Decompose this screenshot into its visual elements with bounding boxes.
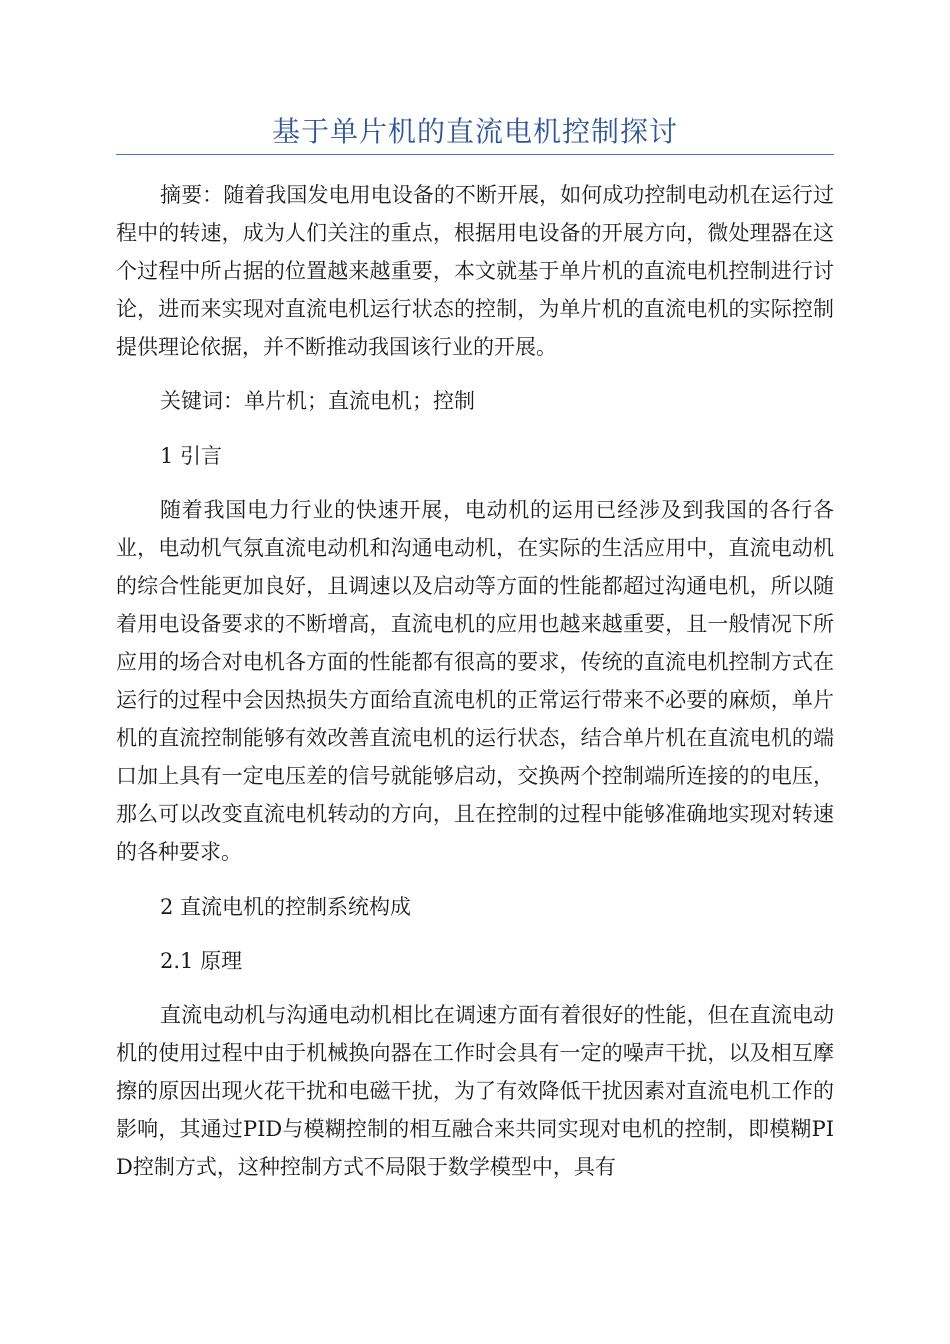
title-underline (116, 154, 834, 155)
document-title: 基于单片机的直流电机控制探讨 (271, 115, 678, 148)
subsection-heading-principle: 2.1 原理 (160, 949, 243, 973)
introduction-paragraph: 随着我国电力行业的快速开展，电动机的运用已经涉及到我国的各行各业，电动机气氛直流电动机和沟通电动机，在实际的生活应用中，直流电动机的综合性能更加良好，且调速以及启动等方面的性能都超过沟通电机，所以随着用电设备要求的不断增高，直流电机的应用也越来越重要，且一般情况下所应用的场合对电机各方面的性能都有很高的要求，传统的直流电机控制方式在运行的过程中会因热损失方面给直流电机的正常运行带来不必要的麻烦，单片机的直流控制能够有效改善直流电机的运行状态，结合单片机在直流电机的端口加上具有一定电压差的信号就能够启动，交换两个控制端所连接的的电压，那么可以改变直流电机转动的方向，且在控制的过程中能够准确地实现对转速的各种要求。 (116, 498, 834, 864)
principle-paragraph: 直流电动机与沟通电动机相比在调速方面有着很好的性能，但在直流电动机的使用过程中由于机械换向器在工作时会具有一定的噪声干扰，以及相互摩擦的原因出现火花干扰和电磁干扰，为了有效降低干扰因素对直流电机工作的影响，其通过PID与模糊控制的相互融合来共同实现对电机的控制，即模糊PID控制方式，这种控制方式不局限于数学模型中，具有 (116, 1003, 834, 1179)
abstract-paragraph: 摘要：随着我国发电用电设备的不断开展，如何成功控制电动机在运行过程中的转速，成为人们关注的重点，根据用电设备的开展方向，微处理器在这个过程中所占据的位置越来越重要，本文就基于单片机的直流电机控制进行讨论，进而来实现对直流电机运行状态的控制，为单片机的直流电机的实际控制提供理论依据，并不断推动我国该行业的开展。 (116, 183, 834, 359)
section-heading-control-system: 2 直流电机的控制系统构成 (160, 895, 412, 919)
keywords-line: 关键词：单片机；直流电机；控制 (160, 389, 475, 413)
section-heading-introduction: 1 引言 (160, 444, 223, 468)
